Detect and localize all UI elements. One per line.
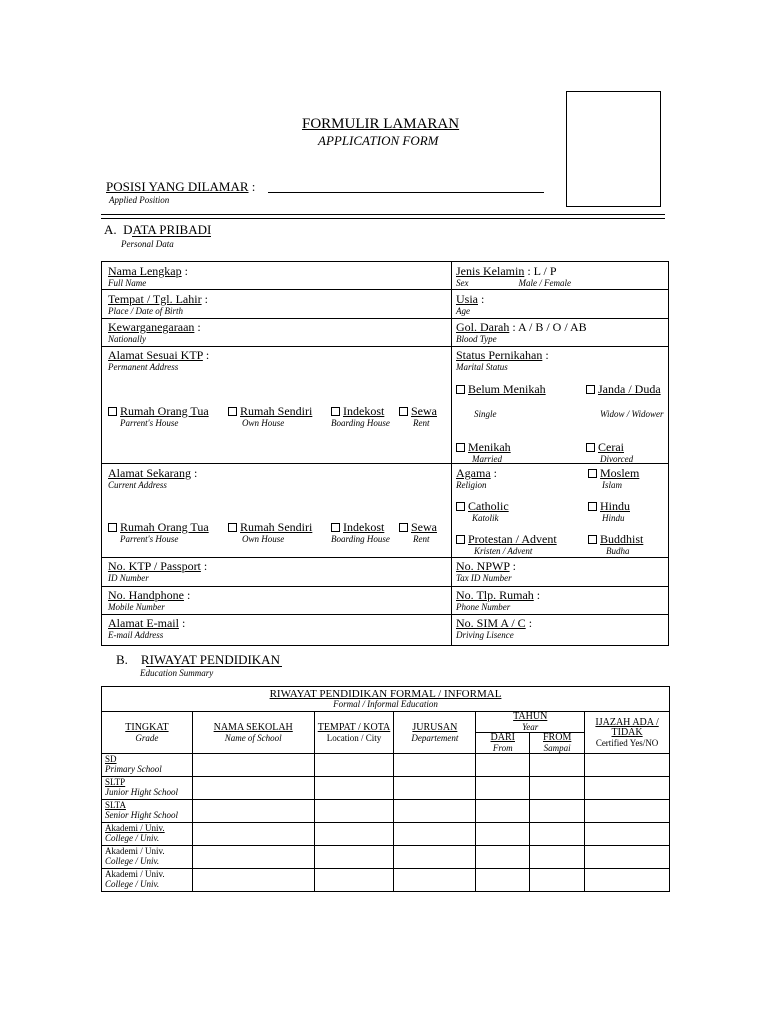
- cell-school[interactable]: [192, 754, 314, 777]
- ktp-address-field[interactable]: Alamat Sesuai KTP : Permanent Address: [108, 348, 210, 372]
- form-title: FORMULIR LAMARAN: [302, 116, 460, 132]
- cell-city[interactable]: [314, 869, 394, 892]
- table-row: [102, 846, 670, 869]
- cell-school[interactable]: [192, 777, 314, 800]
- checkbox-icon[interactable]: [456, 535, 465, 544]
- age-field[interactable]: Usia : Age: [456, 292, 485, 316]
- checkbox-icon[interactable]: [399, 407, 408, 416]
- ktp-residence-boarding-option[interactable]: Indekost Boarding House: [331, 404, 390, 428]
- checkbox-icon[interactable]: [586, 385, 595, 394]
- checkbox-icon[interactable]: [228, 523, 237, 532]
- personal-data-table: [101, 261, 669, 646]
- cell-from[interactable]: [476, 823, 530, 846]
- header-tingkat: TINGKAT Grade: [102, 712, 193, 754]
- current-address-field[interactable]: Alamat Sekarang : Current Address: [108, 466, 198, 490]
- form-subtitle: APPLICATION FORM: [318, 133, 439, 148]
- checkbox-icon[interactable]: [456, 385, 465, 394]
- section-b-sub: Education Summary: [140, 668, 214, 678]
- position-label: POSISI YANG DILAMAR :: [106, 179, 256, 194]
- ktp-residence-rent-option[interactable]: Sewa Rent: [399, 404, 437, 428]
- section-a-sub: Personal Data: [121, 239, 174, 249]
- ktp-number-field[interactable]: No. KTP / Passport : ID Number: [108, 559, 208, 583]
- header-tempat-kota: TEMPAT / KOTA Location / City: [314, 712, 394, 754]
- cell-certified[interactable]: [585, 800, 670, 823]
- cell-city[interactable]: [314, 846, 394, 869]
- cell-city[interactable]: [314, 754, 394, 777]
- cell-from[interactable]: [476, 846, 530, 869]
- section-b-title: B. RIWAYAT PENDIDIKAN: [116, 652, 280, 667]
- cell-school[interactable]: [192, 869, 314, 892]
- checkbox-icon[interactable]: [588, 502, 597, 511]
- section-a-title-underline: [132, 236, 211, 237]
- cell-from[interactable]: [476, 777, 530, 800]
- cell-city[interactable]: [314, 800, 394, 823]
- full-name-field[interactable]: Nama Lengkap : Full Name: [108, 264, 188, 288]
- religion-catholic-option[interactable]: Catholic Katolik: [456, 499, 509, 523]
- marital-widow-option[interactable]: Janda / Duda Widow / Widower: [586, 382, 664, 419]
- cell-to[interactable]: [530, 823, 585, 846]
- marital-divorced-option[interactable]: Cerai Divorced: [586, 440, 633, 464]
- header-double-rule: [101, 214, 665, 219]
- npwp-field[interactable]: No. NPWP : Tax ID Number: [456, 559, 516, 583]
- cell-certified[interactable]: [585, 869, 670, 892]
- cell-from[interactable]: [476, 800, 530, 823]
- religion-moslem-option[interactable]: Moslem Islam: [588, 466, 639, 490]
- nationality-field[interactable]: Kewarganegaraan : Nationally: [108, 320, 201, 344]
- cell-to[interactable]: [530, 777, 585, 800]
- photo-box[interactable]: [566, 91, 661, 207]
- religion-protestant-option[interactable]: Protestan / Advent Kristen / Advent: [456, 532, 557, 556]
- cell-certified[interactable]: [585, 754, 670, 777]
- header-tahun: TAHUN Year: [476, 712, 585, 733]
- cell-department[interactable]: [394, 754, 476, 777]
- section-b-title-underline: [146, 666, 282, 667]
- current-residence-boarding-option[interactable]: Indekost Boarding House: [331, 520, 390, 544]
- cell-city[interactable]: [314, 823, 394, 846]
- cell-school[interactable]: [192, 846, 314, 869]
- checkbox-icon[interactable]: [108, 523, 117, 532]
- email-field[interactable]: Alamat E-mail : E-mail Address: [108, 616, 186, 640]
- checkbox-icon[interactable]: [331, 523, 340, 532]
- row-grade: Akademi / Univ. College / Univ.: [102, 823, 193, 846]
- header-nama-sekolah: NAMA SEKOLAH Name of School: [192, 712, 314, 754]
- education-table: [101, 686, 670, 892]
- checkbox-icon[interactable]: [108, 407, 117, 416]
- current-residence-own-option[interactable]: Rumah Sendiri Own House: [228, 520, 312, 544]
- position-sub: Applied Position: [109, 195, 170, 205]
- header-ijazah: IJAZAH ADA / TIDAK Certified Yes/NO: [585, 712, 670, 754]
- table-row: [102, 800, 670, 823]
- ktp-residence-parents-option[interactable]: Rumah Orang Tua Parrent's House: [108, 404, 209, 428]
- cell-department[interactable]: [394, 823, 476, 846]
- home-phone-field[interactable]: No. Tlp. Rumah : Phone Number: [456, 588, 541, 612]
- cell-from[interactable]: [476, 869, 530, 892]
- checkbox-icon[interactable]: [588, 469, 597, 478]
- current-residence-parents-option[interactable]: Rumah Orang Tua Parrent's House: [108, 520, 209, 544]
- table-row: [102, 777, 670, 800]
- checkbox-icon[interactable]: [399, 523, 408, 532]
- header-from: FROM Sampai: [530, 733, 585, 754]
- table-row: [102, 823, 670, 846]
- position-input-line[interactable]: [268, 192, 544, 193]
- cell-city[interactable]: [314, 777, 394, 800]
- cell-certified[interactable]: [585, 823, 670, 846]
- cell-school[interactable]: [192, 823, 314, 846]
- cell-to[interactable]: [530, 800, 585, 823]
- cell-department[interactable]: [394, 800, 476, 823]
- ktp-residence-own-option[interactable]: Rumah Sendiri Own House: [228, 404, 312, 428]
- education-table-title: RIWAYAT PENDIDIKAN FORMAL / INFORMAL Formal / Informal Education: [102, 687, 670, 712]
- checkbox-icon[interactable]: [456, 443, 465, 452]
- cell-to[interactable]: [530, 846, 585, 869]
- header-dari: DARI From: [476, 733, 530, 754]
- checkbox-icon[interactable]: [456, 502, 465, 511]
- sim-field[interactable]: No. SIM A / C : Driving Lisence: [456, 616, 533, 640]
- birth-field[interactable]: Tempat / Tgl. Lahir : Place / Date of Birth: [108, 292, 208, 316]
- cell-department[interactable]: [394, 846, 476, 869]
- cell-to[interactable]: [530, 869, 585, 892]
- marital-status-field: Status Pernikahan : Marital Status: [456, 348, 549, 372]
- checkbox-icon[interactable]: [588, 535, 597, 544]
- religion-buddhist-option[interactable]: Buddhist Budha: [588, 532, 643, 556]
- row-grade: Akademi / Univ. College / Univ.: [102, 869, 193, 892]
- checkbox-icon[interactable]: [586, 443, 595, 452]
- marital-married-option[interactable]: Menikah Married: [456, 440, 511, 464]
- header-jurusan: JURUSAN Departement: [394, 712, 476, 754]
- marital-single-option[interactable]: Belum Menikah Single: [456, 382, 586, 419]
- cell-to[interactable]: [530, 754, 585, 777]
- sex-field[interactable]: Jenis Kelamin : L / P Sex Male / Female: [456, 264, 571, 288]
- cell-school[interactable]: [192, 800, 314, 823]
- religion-field: Agama : Religion: [456, 466, 497, 490]
- cell-department[interactable]: [394, 777, 476, 800]
- section-a-title: A. DATA PRIBADI: [104, 222, 212, 237]
- checkbox-icon[interactable]: [228, 407, 237, 416]
- religion-hindu-option[interactable]: Hindu Hindu: [588, 499, 630, 523]
- checkbox-icon[interactable]: [331, 407, 340, 416]
- table-row: [102, 754, 670, 777]
- cell-certified[interactable]: [585, 777, 670, 800]
- cell-certified[interactable]: [585, 846, 670, 869]
- cell-from[interactable]: [476, 754, 530, 777]
- row-grade: SLTA Senior Hight School: [102, 800, 193, 823]
- blood-type-field[interactable]: Gol. Darah : A / B / O / AB Blood Type: [456, 320, 587, 344]
- handphone-field[interactable]: No. Handphone : Mobile Number: [108, 588, 191, 612]
- row-grade: SD Primary School: [102, 754, 193, 777]
- row-grade: SLTP Junior Hight School: [102, 777, 193, 800]
- current-residence-rent-option[interactable]: Sewa Rent: [399, 520, 437, 544]
- cell-department[interactable]: [394, 869, 476, 892]
- row-grade: Akademi / Univ. College / Univ.: [102, 846, 193, 869]
- table-row: [102, 869, 670, 892]
